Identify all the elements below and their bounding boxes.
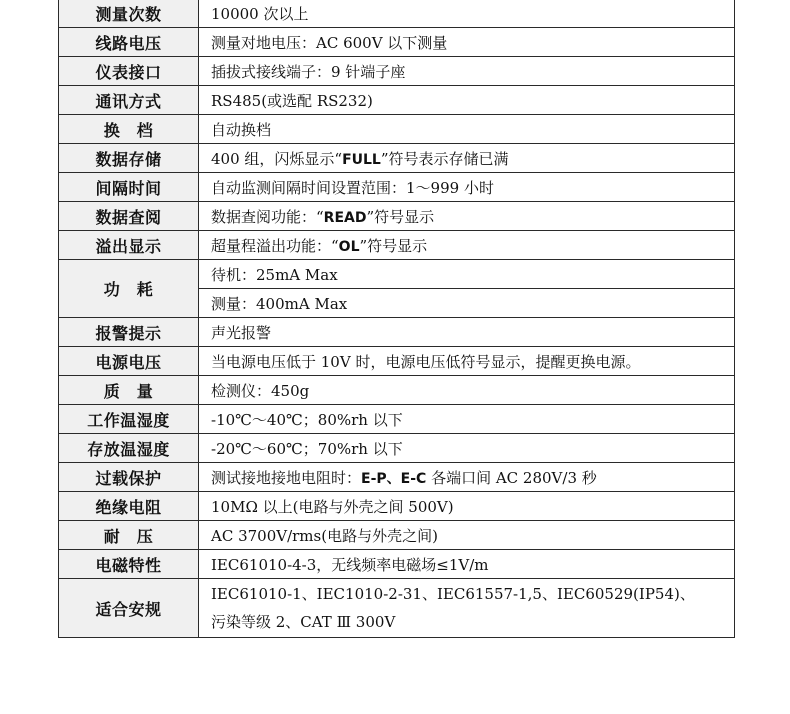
row-value: -20℃～60℃；70%rh 以下 bbox=[199, 434, 735, 463]
row-label: 存放温湿度 bbox=[59, 434, 199, 463]
row-label: 溢出显示 bbox=[59, 231, 199, 260]
row-value bbox=[199, 144, 735, 173]
row-value: 自动监测间隔时间设置范围：1～999 小时 bbox=[199, 173, 735, 202]
table-row bbox=[59, 405, 735, 434]
value-text: ”符号表示存储已满 bbox=[380, 149, 509, 168]
row-value: 插拔式接线端子：9 针端子座 bbox=[199, 57, 735, 86]
table-row bbox=[59, 28, 735, 57]
symbol-text: FULL bbox=[342, 151, 381, 168]
table-row bbox=[59, 86, 735, 115]
row-value bbox=[199, 579, 735, 638]
row-label: 绝缘电阻 bbox=[59, 492, 199, 521]
row-value: AC 3700V/rms(电路与外壳之间) bbox=[199, 521, 735, 550]
value-line: IEC61010-1、IEC1010-2-31、IEC61557-1,5、IEC60529(IP54)、 bbox=[211, 585, 695, 603]
row-label: 通讯方式 bbox=[59, 86, 199, 115]
row-value: RS485(或选配 RS232) bbox=[199, 86, 735, 115]
value-text: 各端口间 AC 280V/3 秒 bbox=[426, 468, 597, 487]
row-label: 测量次数 bbox=[59, 0, 199, 28]
symbol-text: READ bbox=[323, 209, 367, 226]
row-value: 10000 次以上 bbox=[199, 0, 735, 28]
row-value: IEC61010-4-3，无线频率电磁场≤1V/m bbox=[199, 550, 735, 579]
row-label: 工作温湿度 bbox=[59, 405, 199, 434]
table-row bbox=[59, 318, 735, 347]
table-row bbox=[59, 434, 735, 463]
row-value: 测量对地电压：AC 600V 以下测量 bbox=[199, 28, 735, 57]
row-label: 报警提示 bbox=[59, 318, 199, 347]
table-row bbox=[59, 376, 735, 405]
table-row bbox=[59, 521, 735, 550]
row-value: 声光报警 bbox=[199, 318, 735, 347]
row-value: 当电源电压低于 10V 时，电源电压低符号显示，提醒更换电源。 bbox=[199, 347, 735, 376]
row-value: 10MΩ 以上(电路与外壳之间 500V) bbox=[199, 492, 735, 521]
row-label: 数据查阅 bbox=[59, 202, 199, 231]
value-text: 测试接地接地电阻时： bbox=[211, 468, 362, 487]
table-row bbox=[59, 202, 735, 231]
row-value: 检测仪：450g bbox=[199, 376, 735, 405]
row-label: 换 档 bbox=[59, 115, 199, 144]
table-row bbox=[59, 231, 735, 260]
row-label: 功 耗 bbox=[59, 260, 199, 318]
table-row bbox=[59, 144, 735, 173]
table-row bbox=[59, 579, 735, 638]
row-label: 适合安规 bbox=[59, 579, 199, 638]
table-row bbox=[59, 173, 735, 202]
value-text: ”符号显示 bbox=[366, 207, 435, 226]
row-label: 质 量 bbox=[59, 376, 199, 405]
table-row bbox=[59, 57, 735, 86]
row-value: 自动换档 bbox=[199, 115, 735, 144]
value-text: 400 组，闪烁显示“ bbox=[211, 149, 343, 168]
row-label: 线路电压 bbox=[59, 28, 199, 57]
table-row bbox=[59, 260, 735, 289]
row-value bbox=[199, 463, 735, 492]
table-row bbox=[59, 347, 735, 376]
row-value bbox=[199, 202, 735, 231]
row-label: 电源电压 bbox=[59, 347, 199, 376]
table-row bbox=[59, 463, 735, 492]
row-label: 仪表接口 bbox=[59, 57, 199, 86]
table-row bbox=[59, 115, 735, 144]
value-text: 数据查阅功能：“ bbox=[211, 207, 324, 226]
symbol-text: E-P、E-C bbox=[361, 470, 427, 487]
value-text: 超量程溢出功能：“ bbox=[211, 236, 339, 255]
row-label: 耐 压 bbox=[59, 521, 199, 550]
row-value: 测量：400mA Max bbox=[199, 289, 735, 318]
row-label: 数据存储 bbox=[59, 144, 199, 173]
symbol-text: OL bbox=[338, 238, 360, 255]
table-row bbox=[59, 0, 735, 28]
table-row bbox=[59, 550, 735, 579]
table-row bbox=[59, 492, 735, 521]
value-text: ”符号显示 bbox=[359, 236, 428, 255]
specification-table bbox=[58, 0, 735, 638]
row-value: -10℃～40℃；80%rh 以下 bbox=[199, 405, 735, 434]
row-label: 电磁特性 bbox=[59, 550, 199, 579]
row-label: 过载保护 bbox=[59, 463, 199, 492]
row-label: 间隔时间 bbox=[59, 173, 199, 202]
value-line: 污染等级 2、CAT Ⅲ 300V bbox=[211, 613, 396, 631]
row-value: 待机：25mA Max bbox=[199, 260, 735, 289]
row-value bbox=[199, 231, 735, 260]
